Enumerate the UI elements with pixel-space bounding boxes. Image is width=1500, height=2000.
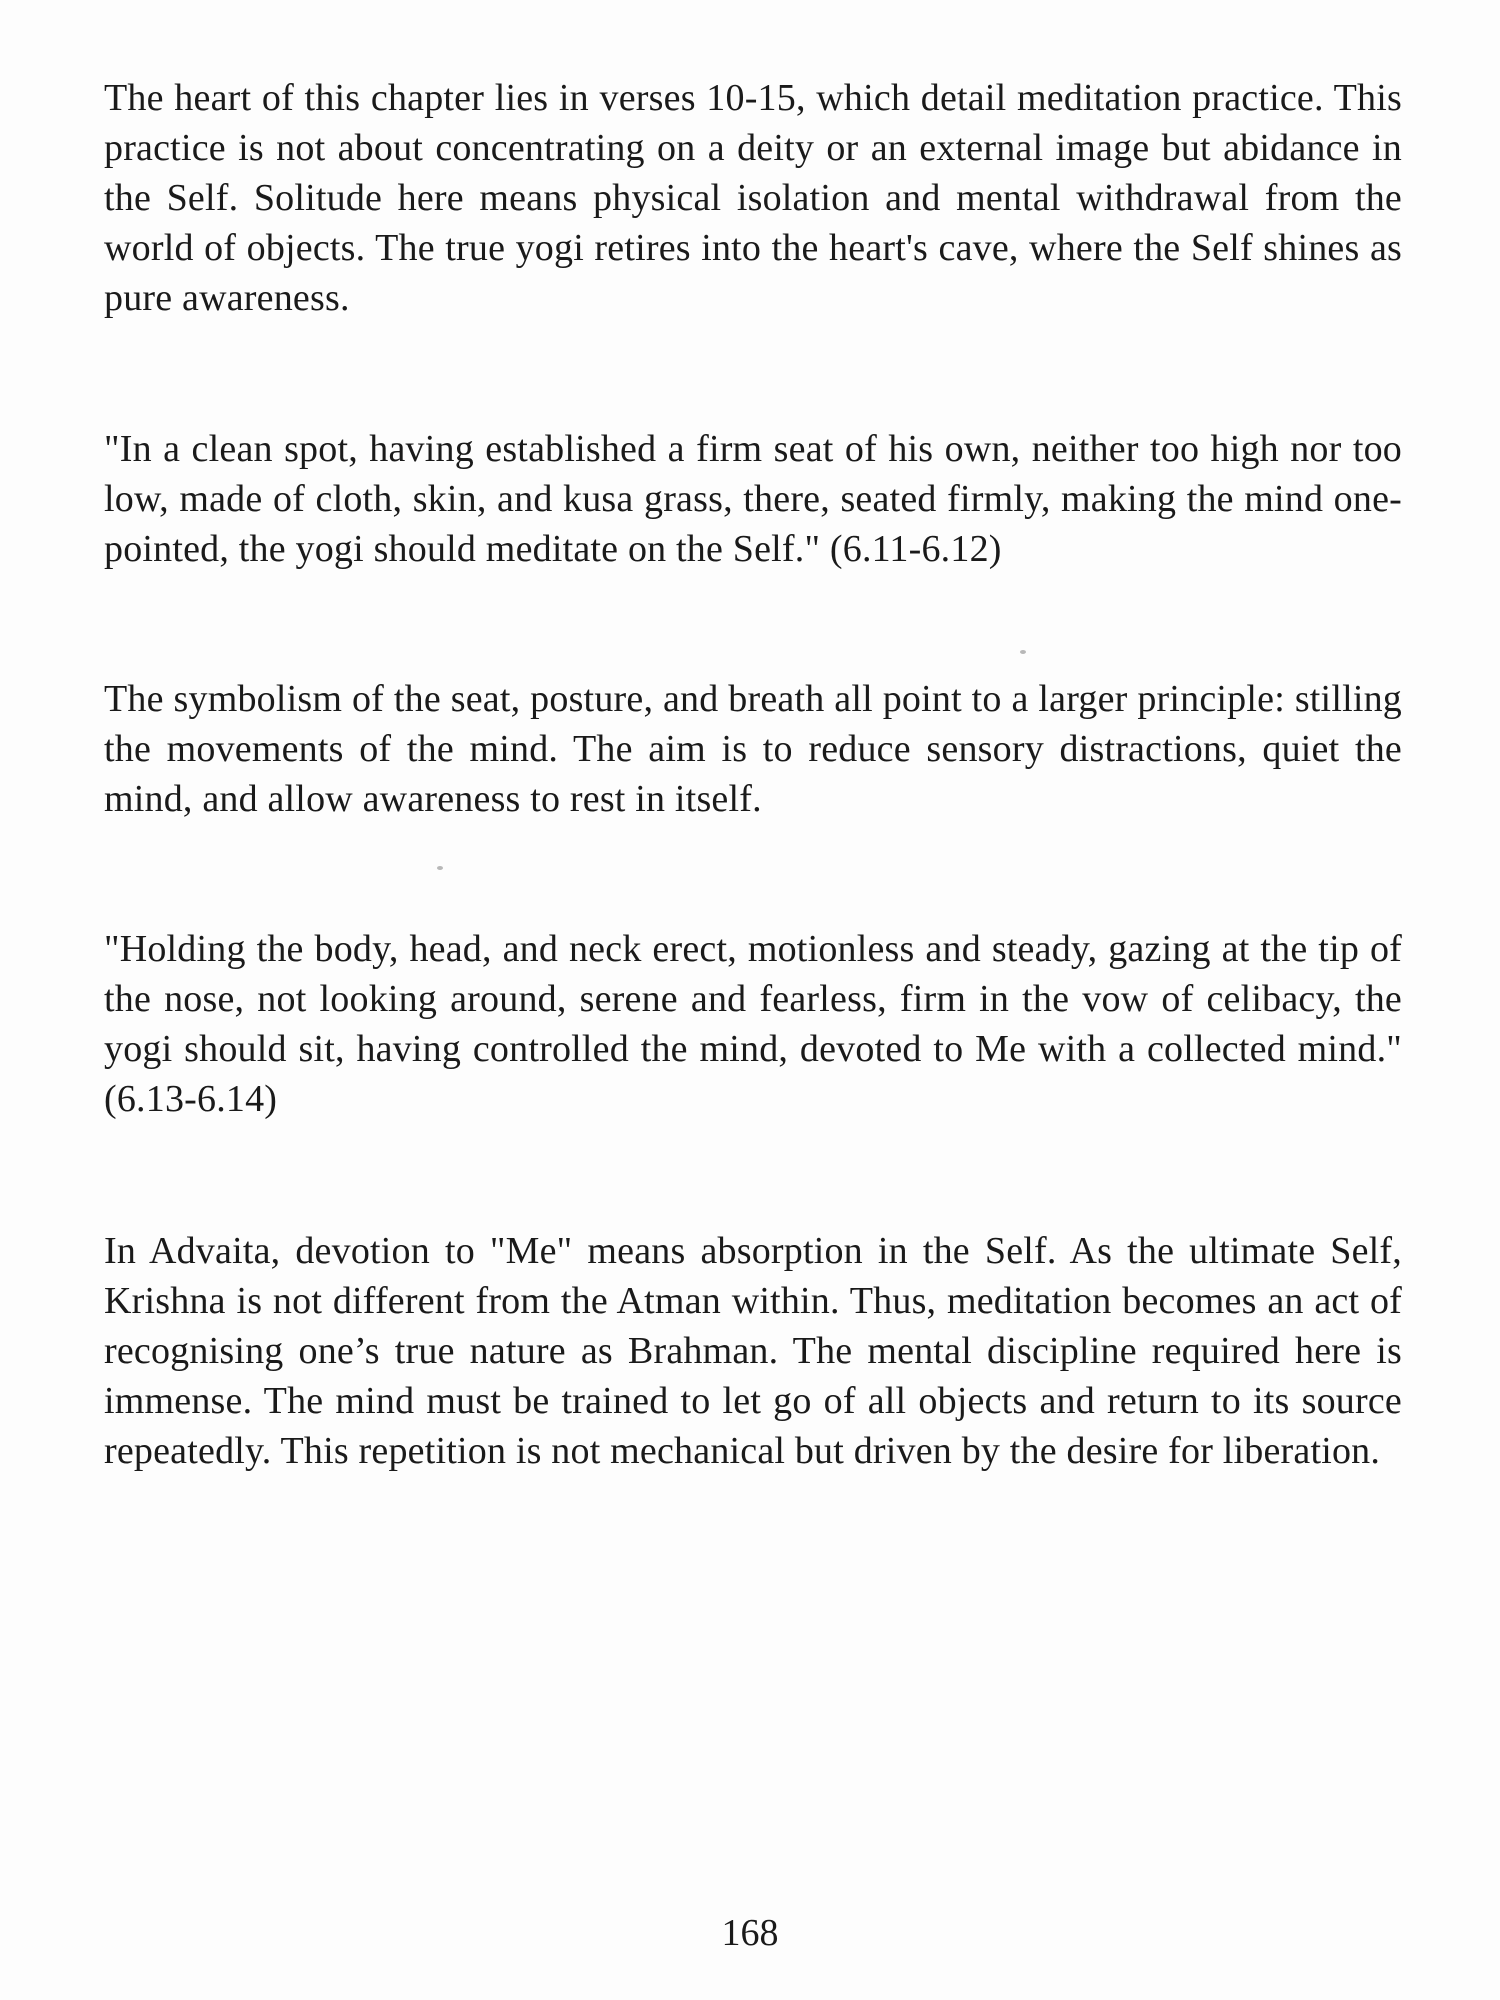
paragraph-meditation-intro: The heart of this chapter lies in verses 10-15, which detail meditation practice. This practice is not about concentrating on a deity or an external image but abidance in the Self. Solitude here means physical isolation and mental withdrawal from the world of objects. The true yogi retires into the heart's cave, where the Self shines as pure awareness. [104, 77, 1402, 319]
page-number: 168 [721, 1912, 779, 1954]
paragraph-advaita-devotion: In Advaita, devotion to "Me" means absorption in the Self. As the ultimate Self, Krishna is not different from the Atman within. Thus, meditation becomes an act of recognising one’s true nature as Brahman. The mental discipline required here is immense. The mind must be trained to let go of all objects and return to its source repeatedly. This repetition is not mechanical but driven by the desire for liberation. [104, 1230, 1402, 1472]
paragraph-verse-quote-6-11: "In a clean spot, having established a firm seat of his own, neither too high nor too low, made of cloth, skin, and kusa grass, there, seated firmly, making the mind one-pointed, the yogi should meditate on the Self." (6.11-6.12) [104, 428, 1402, 570]
scan-speck [1020, 650, 1026, 654]
paragraph-symbolism: The symbolism of the seat, posture, and breath all point to a larger principle: stilling the movements of the mind. The aim is to reduce sensory distractions, quiet the mind, and allow awareness to rest in itself. [104, 678, 1402, 820]
paragraph-verse-quote-6-13: "Holding the body, head, and neck erect, motionless and steady, gazing at the tip of the nose, not looking around, serene and fearless, firm in the vow of celibacy, the yogi should sit, having controlled the mind, devoted to Me with a collected mind." (6.13-6.14) [104, 928, 1402, 1120]
scan-speck [437, 866, 443, 870]
